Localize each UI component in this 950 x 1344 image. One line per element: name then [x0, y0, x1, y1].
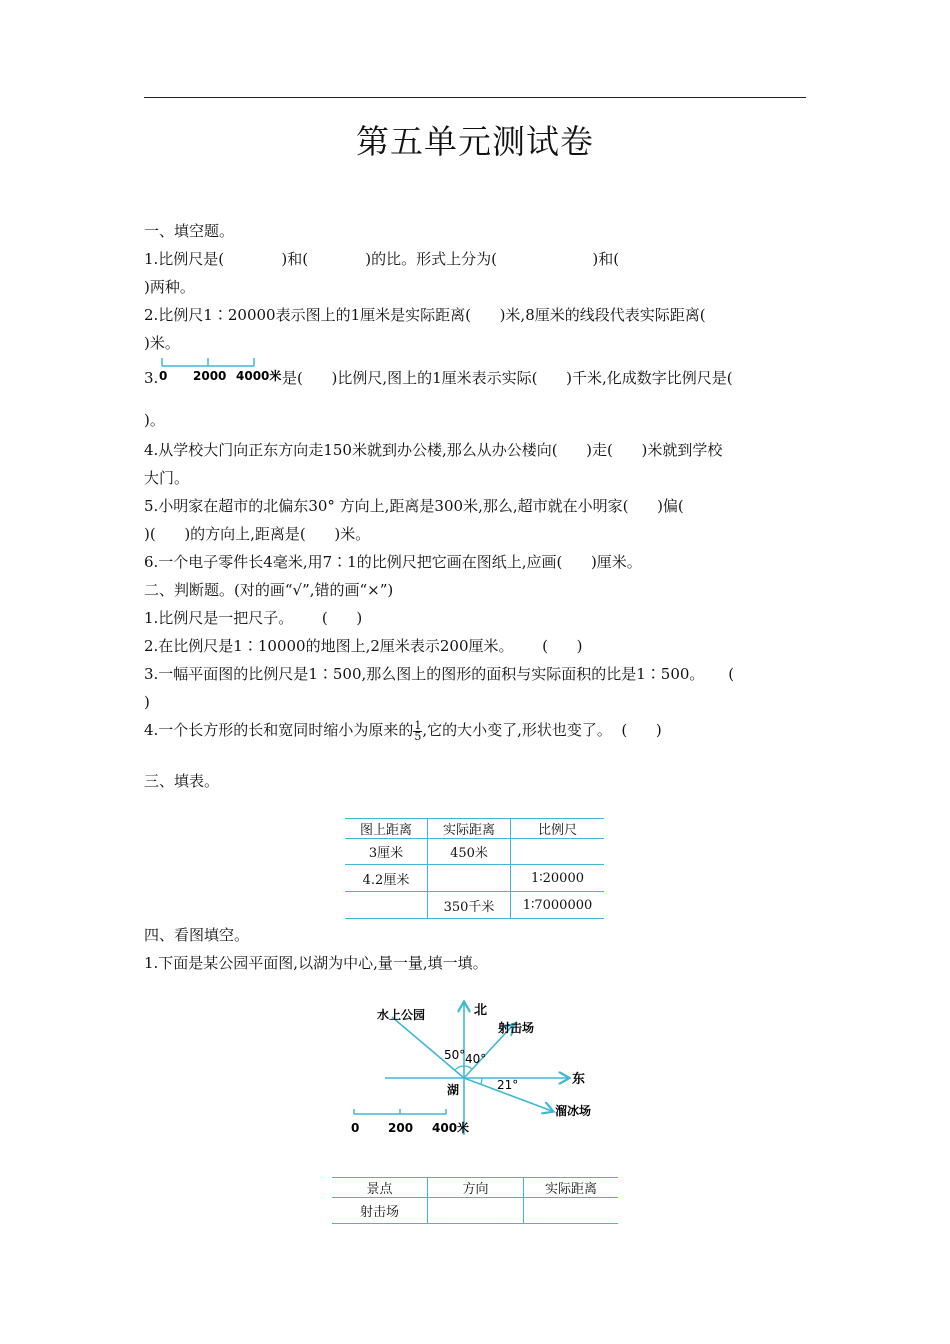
table-cell: 1∶20000 — [511, 865, 605, 892]
map-scale-200: 200 — [388, 1121, 414, 1135]
scale-label-4000: 4000米 — [236, 369, 282, 383]
table-header: 图上距离 — [345, 819, 428, 839]
table-cell: 350千米 — [428, 892, 511, 919]
table-header: 景点 — [332, 1178, 428, 1198]
table-header: 比例尺 — [511, 819, 605, 839]
question-1-1-line-1: 1.比例尺是( )和( )的比。形式上分为( )和( — [144, 250, 620, 268]
scale-label-0: 0 — [159, 369, 168, 383]
scale-label-2000: 2000 — [193, 369, 227, 383]
section-2-heading: 二、判断题。(对的画“√”,错的画“×”) — [144, 581, 394, 599]
table-cell: 3厘米 — [345, 839, 428, 865]
section-1-heading: 一、填空题。 — [144, 222, 235, 240]
question-2-2: 2.在比例尺是1∶10000的地图上,2厘米表示200厘米。 ( ) — [144, 637, 583, 655]
question-2-3-line-1: 3.一幅平面图的比例尺是1∶500,那么图上的图形的面积与实际面积的比是1∶500。 ( — [144, 665, 735, 683]
table-header: 实际距离 — [524, 1178, 619, 1198]
table-cell[interactable] — [345, 892, 428, 919]
question-1-5-line-1: 5.小明家在超市的北偏东30° 方向上,距离是300米,那么,超市就在小明家( )偏( — [144, 497, 684, 515]
section-3-heading: 三、填表。 — [144, 772, 220, 790]
question-1-3-line-1: 是( )比例尺,图上的1厘米表示实际( )千米,化成数字比例尺是( — [282, 369, 733, 387]
table-cell: 1∶7000000 — [511, 892, 605, 919]
park-map-diagram — [340, 995, 620, 1145]
question-1-3-number: 3. — [144, 369, 159, 387]
question-1-4-line-1: 4.从学校大门向正东方向走150米就到办公楼,那么从办公楼向( )走( )米就到学校 — [144, 441, 723, 459]
table-cell[interactable] — [524, 1198, 619, 1224]
table-cell: 450米 — [428, 839, 511, 865]
table-cell[interactable] — [428, 865, 511, 892]
question-1-4-line-2: 大门。 — [144, 469, 190, 487]
angle-40-label: 40° — [465, 1052, 487, 1066]
section-4-heading: 四、看图填空。 — [144, 926, 250, 944]
top-rule — [144, 97, 806, 98]
question-1-2-line-2: )米。 — [144, 334, 180, 352]
table-cell: 4.2厘米 — [345, 865, 428, 892]
question-1-6: 6.一个电子零件长4毫米,用7∶1的比例尺把它画在图纸上,应画( )厘米。 — [144, 553, 642, 571]
page-title: 第五单元测试卷 — [356, 122, 594, 161]
east-label: 东 — [572, 1072, 586, 1087]
map-scale-400: 400米 — [432, 1121, 470, 1135]
question-1-1-line-2: )两种。 — [144, 278, 195, 296]
line-scale-bar-4000 — [156, 352, 286, 386]
table-cell[interactable] — [511, 839, 605, 865]
shooting-range-label: 射击场 — [498, 1021, 535, 1035]
fraction-one-fifth: $\frac{1}{5}$ — [414, 718, 422, 743]
question-2-4: 4.一个长方形的长和宽同时缩小为原来的 $\frac{1}{5}$ ,它的大小变了,形状也变了。 ( ) — [144, 718, 662, 743]
table-cell: 射击场 — [332, 1198, 428, 1224]
angle-21-label: 21° — [497, 1078, 519, 1092]
skating-rink-label: 溜冰场 — [555, 1104, 592, 1118]
table-header: 实际距离 — [428, 819, 511, 839]
map-scale-0: 0 — [351, 1121, 360, 1135]
question-1-2-line-1: 2.比例尺1∶20000表示图上的1厘米是实际距离( )米,8厘米的线段代表实际距离( — [144, 306, 706, 324]
question-1-5-line-2: )( )的方向上,距离是( )米。 — [144, 525, 371, 543]
question-2-1: 1.比例尺是一把尺子。 ( ) — [144, 609, 363, 627]
north-label: 北 — [474, 1003, 488, 1018]
water-park-label: 水上公园 — [377, 1008, 426, 1022]
question-2-3-line-2: ) — [144, 693, 150, 711]
question-4-1: 1.下面是某公园平面图,以湖为中心,量一量,填一填。 — [144, 954, 488, 972]
table-cell[interactable] — [428, 1198, 524, 1224]
scale-table — [345, 818, 604, 919]
angle-50-label: 50° — [444, 1048, 466, 1062]
lake-label: 湖 — [447, 1083, 460, 1097]
attraction-table — [332, 1177, 618, 1224]
table-header: 方向 — [428, 1178, 524, 1198]
question-1-3-line-2: )。 — [144, 411, 165, 429]
